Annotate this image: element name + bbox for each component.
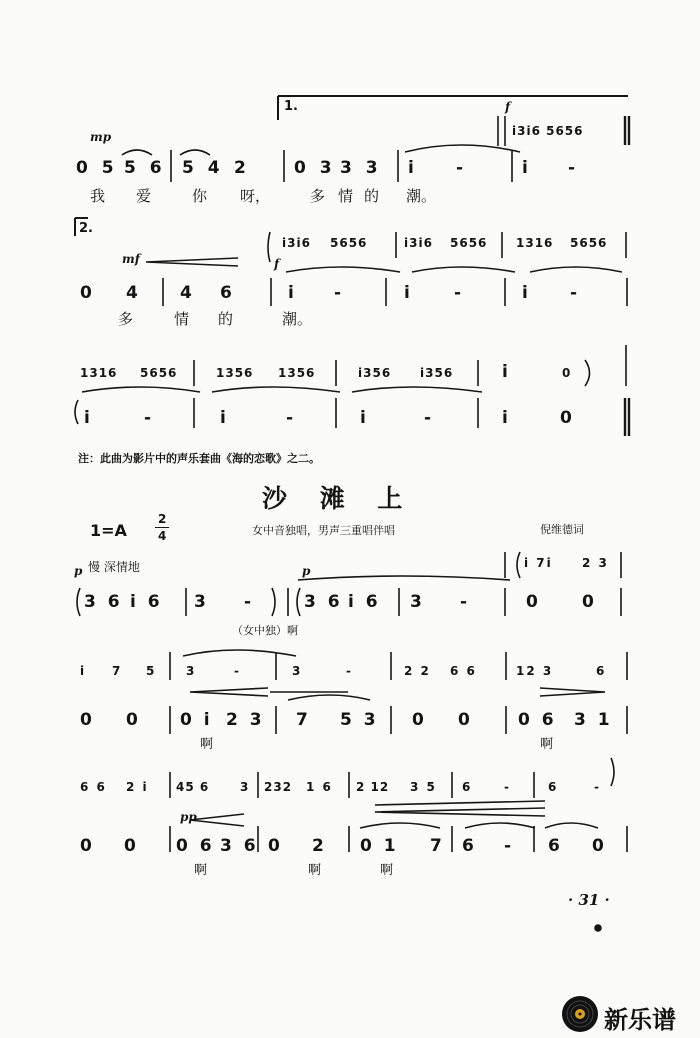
note: 0 [412,710,424,730]
note-group: 0 i [180,710,213,730]
note-group: 2 2 [404,664,431,678]
page-number: · 31 · [568,891,610,909]
lyric: 潮。 [282,310,313,328]
lyric: 啊 [540,737,554,752]
vinyl-record-icon [560,994,600,1034]
note: - [454,283,462,303]
note: - [594,780,599,794]
upper-notes: 5656 [330,236,368,250]
note: 0 [582,592,594,612]
note: 0 [560,408,572,428]
note: 0 [592,836,604,856]
upper-notes: i356 [358,366,392,380]
performance-note: 女中音独唱，男声三重唱伴唱 [252,524,395,537]
lyric: 呀， [240,187,271,205]
note-group: 2 12 [356,780,390,794]
note-group: 3 3 [340,158,382,178]
key-signature: 1=A [90,521,127,540]
dynamic-p: p [302,564,311,578]
note: 2 [234,158,246,178]
note: 3 [240,780,249,794]
note: 6 [462,780,471,794]
note: 3 [292,664,301,678]
note: 5 [146,664,155,678]
watermark-text: 新乐谱 [604,1006,676,1034]
note: - [460,592,468,612]
note: 0 [526,592,538,612]
note: 6 [548,836,560,856]
note: - [504,836,512,856]
dynamic-p: p [74,564,83,578]
note-group: 232 [264,780,293,794]
note: i [502,408,508,428]
lyric: 潮。 [406,187,437,205]
lyric: 的 [364,187,380,205]
footnote: 注：此曲为影片中的声乐套曲《海的恋歌》之二。 [78,452,320,465]
upper-notes: 5656 [450,236,488,250]
lyric: 情 [338,187,354,205]
upper-notes: 5656 [570,236,608,250]
note: 7 [296,710,308,730]
watermark-logo [560,994,600,1034]
note: i [288,283,294,303]
note-group: 3 6 [220,836,259,856]
note-group: 5 3 [340,710,379,730]
lyric: 啊 [308,863,322,878]
note: - [570,283,578,303]
dynamic-f: f [505,100,511,114]
lyric: 啊 [194,863,208,878]
dynamic-mf: mf [122,252,140,266]
upper-notes: i3i6 [282,236,311,250]
upper-notes: 2 3 [582,556,609,570]
note: i [84,408,90,428]
note: i [404,283,410,303]
lyric: 你 [192,187,208,205]
upper-notes: 1356 [216,366,254,380]
note: 0 [80,836,92,856]
upper-notes: 1356 [278,366,316,380]
note: - [286,408,294,428]
note-group: 3 1 [574,710,613,730]
note: - [144,408,152,428]
upper-notes: 5656 [140,366,178,380]
note-group: 0 5 [76,158,118,178]
note: 6 [462,836,474,856]
dynamic-mp: mp [90,130,112,144]
time-signature-bottom: 4 [158,529,167,543]
note: 4 [180,283,192,303]
lyric: 我 [90,187,106,205]
note-group: 0 3 [294,158,336,178]
note: 3 [410,592,422,612]
tempo-marking: 慢 深情地 [88,560,140,574]
note: 4 [126,283,138,303]
note: 0 [80,283,92,303]
note-group: 5 6 [124,158,166,178]
note: - [456,158,464,178]
note-group: 6 6 [80,780,107,794]
lyric: 多 [118,310,134,328]
lyric: 的 [218,310,234,328]
upper-notes: i356 [420,366,454,380]
note-group: 3 6 [84,592,123,612]
note: 0 [458,710,470,730]
note-group: 3 6 [304,592,343,612]
note: - [244,592,252,612]
time-signature-top: 2 [158,512,167,526]
note-group: i 6 [348,592,381,612]
note-group: 45 6 [176,780,210,794]
note: - [504,780,509,794]
note: i [220,408,226,428]
part-label: （女中独）啊 [232,624,298,637]
lyric: 爱 [136,187,152,205]
lyricist: 倪维德词 [540,523,584,536]
lyric: 情 [174,310,190,328]
note: - [424,408,432,428]
note: 2 [312,836,324,856]
note: i [522,158,528,178]
song-title: 沙 滩 上 [262,484,415,513]
upper-notes: i 7i [524,556,553,570]
note: 6 [220,283,232,303]
note-group: 0 6 [518,710,557,730]
note: 0 [124,836,136,856]
note: 6 [548,780,557,794]
note: - [568,158,576,178]
note: i [408,158,414,178]
note: 0 [126,710,138,730]
note: 0 [80,710,92,730]
note-group: i 6 [130,592,163,612]
lyric: 多 [310,187,326,205]
note-group: 12 3 [516,664,554,678]
volta-1: 1. [284,99,298,114]
note: 0 [562,366,571,380]
note: i [80,664,85,678]
note: 0 [268,836,280,856]
note-group: 0 6 [176,836,215,856]
note: i [360,408,366,428]
upper-notes: 1316 [80,366,118,380]
lyric: 啊 [200,737,214,752]
note-group: 2 3 [226,710,265,730]
dynamic-f: f [274,257,280,271]
note: 7 [430,836,442,856]
note: - [234,664,239,678]
lyric: 啊 [380,863,394,878]
volta-2: 2. [79,221,93,236]
note-group: 1 6 [306,780,333,794]
upper-notes: 1316 [516,236,554,250]
note-group: 6 6 [450,664,477,678]
note: i [522,283,528,303]
note: - [346,664,351,678]
note-group: 3 5 [410,780,437,794]
note: 3 [194,592,206,612]
time-signature-line [155,527,169,528]
upper-notes: i3i6 [404,236,433,250]
note: i [502,362,508,382]
note: 7 [112,664,121,678]
note: - [334,283,342,303]
dynamic-pp: pp [180,810,197,824]
note: 3 [186,664,195,678]
upper-notes: i3i6 5656 [512,124,584,138]
note: 6 [596,664,605,678]
note-group: 0 1 [360,836,399,856]
note-group: 5 4 [182,158,224,178]
note-group: 2 i [126,780,149,794]
